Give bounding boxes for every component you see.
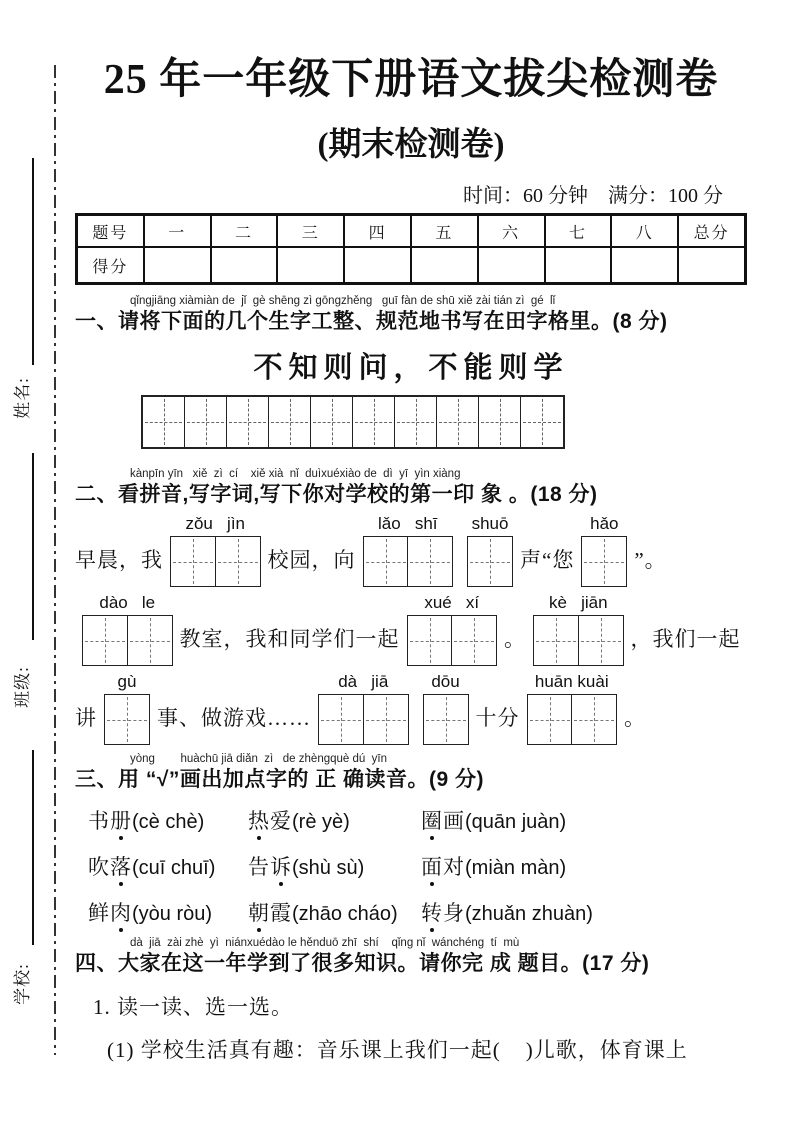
pinyin-box-group — [104, 672, 150, 745]
q3-item — [421, 805, 747, 835]
q3-item — [421, 897, 747, 927]
q3-pronunciation-options[interactable]: (cuī chuī) — [132, 857, 216, 879]
tianzige-cell[interactable] — [353, 397, 395, 447]
q3-pronunciation-options[interactable]: (rè yè) — [292, 811, 350, 833]
q3-pronunciation-options[interactable]: (miàn màn) — [465, 857, 567, 879]
school-blank-line[interactable] — [32, 750, 34, 945]
question-3-text: 三、用 “√”画出加点字的 正 确读音。(9 分) — [75, 768, 485, 791]
q2-sentence-text: 早晨，我 — [75, 548, 163, 572]
score-table-score-cell[interactable] — [144, 247, 211, 283]
class-blank-line[interactable] — [32, 453, 34, 640]
answer-box[interactable] — [407, 615, 453, 666]
tianzige-cell[interactable] — [395, 397, 437, 447]
pinyin-label: huān kuài — [534, 672, 609, 691]
answer-box[interactable] — [527, 694, 573, 745]
dotted-character: 落 — [110, 851, 132, 881]
pinyin-box-group — [581, 514, 627, 587]
score-table-score-cell[interactable] — [277, 247, 344, 283]
character: 爱 — [270, 809, 292, 833]
question-3-pinyin: yòng huàchū jiā diǎn zì de zhèngquè dú yīn — [130, 753, 388, 765]
tianzige-cell[interactable] — [227, 397, 269, 447]
question-2-header — [75, 468, 747, 508]
q3-word — [248, 901, 292, 925]
answer-boxes — [527, 694, 618, 745]
character: 画 — [443, 809, 465, 833]
class-label: 班级: — [13, 666, 32, 708]
answer-box[interactable] — [170, 536, 216, 587]
q3-pronunciation-options[interactable]: (zhuǎn zhuàn) — [465, 903, 593, 925]
score-table-question-cell: 四 — [344, 215, 411, 247]
answer-boxes — [104, 694, 150, 745]
q2-line-1 — [75, 514, 747, 587]
score-table — [75, 213, 747, 285]
q2-sentence-text: 十分 — [475, 706, 520, 730]
answer-box[interactable] — [363, 536, 409, 587]
pinyin-box-group — [170, 514, 261, 587]
score-table-question-cell: 六 — [478, 215, 545, 247]
q3-word — [88, 901, 132, 925]
page-subtitle: (期末检测卷) — [317, 127, 505, 163]
dotted-character: 朝 — [248, 897, 270, 927]
score-table-score-label: 得分 — [77, 247, 144, 283]
answer-boxes — [467, 536, 513, 587]
q3-word — [421, 809, 465, 833]
q2-sentence-text: 教室，我和同学们一起 — [179, 627, 400, 651]
score-table-question-cell: 七 — [545, 215, 612, 247]
answer-box[interactable] — [533, 615, 579, 666]
q3-word — [421, 901, 465, 925]
question-1-header — [75, 295, 747, 335]
q3-item — [248, 805, 421, 835]
score-table-question-cell: 二 — [211, 215, 278, 247]
q2-sentence-text: ，我们一起 — [630, 627, 741, 651]
score-table-score-cell[interactable] — [411, 247, 478, 283]
q3-word-grid — [75, 805, 747, 927]
answer-box[interactable] — [423, 694, 469, 745]
dotted-character: 面 — [421, 851, 443, 881]
pinyin-label: dà jiā — [338, 672, 389, 691]
pinyin-label: hǎo — [590, 514, 619, 533]
tianzige-cell[interactable] — [143, 397, 185, 447]
seal-dashdot-line — [54, 65, 56, 1055]
q2-sentence-text: 。 — [504, 627, 526, 651]
tianzige-cell[interactable] — [185, 397, 227, 447]
answer-box[interactable] — [467, 536, 513, 587]
score-table-score-cell[interactable] — [545, 247, 612, 283]
pinyin-box-group — [82, 593, 173, 666]
q4-subitem-1: 1. 读一读、选一选。 — [93, 995, 293, 1019]
answer-boxes — [82, 615, 173, 666]
dotted-character: 热 — [248, 805, 270, 835]
q3-item — [421, 851, 747, 881]
score-table-score-row — [77, 247, 745, 283]
answer-box[interactable] — [451, 615, 497, 666]
name-blank-line[interactable] — [32, 158, 34, 365]
q3-item — [88, 851, 248, 881]
character: 书 — [88, 809, 110, 833]
score-table-corner-label: 题号 — [77, 215, 144, 247]
copy-sentence: 不知则问，不能则学 — [253, 352, 569, 384]
q3-pronunciation-options[interactable]: (zhāo cháo) — [292, 903, 398, 925]
pinyin-box-group — [318, 672, 409, 745]
page-title: 25 年一年级下册语文拔尖检测卷 — [103, 57, 719, 103]
q2-sentence-text: 事、做游戏…… — [157, 706, 311, 730]
question-3-header — [75, 753, 747, 793]
character: 吹 — [88, 855, 110, 879]
answer-box[interactable] — [571, 694, 617, 745]
q3-pronunciation-options[interactable]: (cè chè) — [132, 811, 205, 833]
name-label: 姓名: — [13, 377, 32, 419]
dotted-character: 圈 — [421, 805, 443, 835]
answer-boxes — [533, 615, 624, 666]
score-table-question-cell: 一 — [144, 215, 211, 247]
score-table-score-cell[interactable] — [478, 247, 545, 283]
q3-word — [248, 855, 292, 879]
q3-word — [248, 809, 292, 833]
question-4-text: 四、大家在这一年学到了很多知识。请你完 成 题目。(17 分) — [75, 952, 650, 975]
question-4-pinyin: dà jiā zài zhè yì niánxuédào le hěnduō zhī shí qǐng nǐ wánchéng tí mù — [130, 937, 520, 949]
pinyin-label: dōu — [431, 672, 460, 691]
tianzige-cell[interactable] — [479, 397, 521, 447]
main-content — [75, 0, 747, 1064]
answer-boxes — [363, 536, 454, 587]
q2-sentence-text: 校园，向 — [267, 548, 356, 572]
score-table-header-row — [77, 215, 745, 247]
q2-sentence-text: ”。 — [634, 548, 667, 572]
answer-box[interactable] — [104, 694, 150, 745]
answer-box[interactable] — [82, 615, 128, 666]
question-2-text: 二、看拼音,写字词,写下你对学校的第一印 象 。(18 分) — [75, 483, 598, 506]
character: 身 — [443, 901, 465, 925]
score-table-question-cell: 八 — [611, 215, 678, 247]
question-4-header — [75, 937, 747, 977]
q3-word — [88, 855, 132, 879]
q3-item — [248, 851, 421, 881]
score-table-score-cell[interactable] — [344, 247, 411, 283]
pinyin-box-group — [363, 514, 454, 587]
score-table-score-cell[interactable] — [211, 247, 278, 283]
tianzige-cell[interactable] — [311, 397, 353, 447]
answer-boxes — [318, 694, 409, 745]
dotted-character: 肉 — [110, 897, 132, 927]
character: 对 — [443, 855, 465, 879]
q2-sentence-text: 声“您 — [520, 548, 575, 572]
school-label: 学校: — [13, 963, 32, 1005]
pinyin-label: lǎo shī — [377, 514, 438, 533]
answer-box[interactable] — [127, 615, 173, 666]
pinyin-box-group — [423, 672, 469, 745]
pinyin-label: zǒu jìn — [185, 514, 246, 533]
answer-box[interactable] — [363, 694, 409, 745]
answer-boxes — [581, 536, 627, 587]
q2-line-3 — [75, 672, 747, 745]
answer-box[interactable] — [581, 536, 627, 587]
dotted-character: 转 — [421, 897, 443, 927]
q3-pronunciation-options[interactable]: (quān juàn) — [465, 811, 567, 833]
dotted-character: 册 — [110, 805, 132, 835]
score-table-question-cell: 五 — [411, 215, 478, 247]
character: 霞 — [270, 901, 292, 925]
pinyin-label: xué xí — [424, 593, 480, 612]
q3-word — [421, 855, 465, 879]
pinyin-label: gù — [117, 672, 137, 691]
tianzige-cell[interactable] — [269, 397, 311, 447]
pinyin-label: kè jiān — [548, 593, 608, 612]
character: 告 — [248, 855, 270, 879]
pinyin-box-group — [533, 593, 624, 666]
answer-box[interactable] — [215, 536, 261, 587]
q3-word — [88, 809, 132, 833]
answer-boxes — [407, 615, 498, 666]
q3-item — [88, 805, 248, 835]
dotted-character: 诉 — [270, 851, 292, 881]
answer-boxes — [423, 694, 469, 745]
q4-subitem-2: (1) 学校生活真有趣：音乐课上我们一起( )儿歌，体育课上 — [107, 1038, 688, 1062]
tianzige-cell[interactable] — [437, 397, 479, 447]
q3-item — [248, 897, 421, 927]
tianzige-grid — [141, 395, 565, 449]
question-2-pinyin: kànpīn yīn xiě zì cí xiě xià nǐ duìxuéxiào de dì yī yìn xiàng — [130, 468, 461, 480]
answer-box[interactable] — [318, 694, 364, 745]
pinyin-box-group — [527, 672, 618, 745]
question-1-text: 一、请将下面的几个生字工整、规范地书写在田字格里。(8 分) — [75, 310, 668, 333]
score-table-question-cell: 三 — [277, 215, 344, 247]
q2-line-2 — [75, 593, 747, 666]
answer-box[interactable] — [578, 615, 624, 666]
pinyin-label: dào le — [99, 593, 156, 612]
q3-pronunciation-options[interactable]: (yòu ròu) — [132, 903, 213, 925]
score-table-score-cell[interactable] — [678, 247, 745, 283]
q3-item — [88, 897, 248, 927]
q2-sentence-text: 讲 — [75, 706, 97, 730]
score-table-question-cell: 总分 — [678, 215, 745, 247]
pinyin-box-group — [407, 593, 498, 666]
character: 鲜 — [88, 901, 110, 925]
score-table-score-cell[interactable] — [611, 247, 678, 283]
q2-sentence-text: 。 — [624, 706, 646, 730]
answer-box[interactable] — [407, 536, 453, 587]
q3-pronunciation-options[interactable]: (shù sù) — [292, 857, 365, 879]
question-1-pinyin: qǐngjiāng xiàmiàn de jǐ gè shēng zì gōngzhěng guī fàn de shū xiě zài tián zì gé lǐ — [130, 295, 556, 307]
time-score-info: 时间：60 分钟 满分：100 分 — [463, 185, 723, 207]
answer-boxes — [170, 536, 261, 587]
pinyin-label: shuō — [471, 514, 509, 533]
tianzige-cell[interactable] — [521, 397, 563, 447]
pinyin-box-group — [467, 514, 513, 587]
